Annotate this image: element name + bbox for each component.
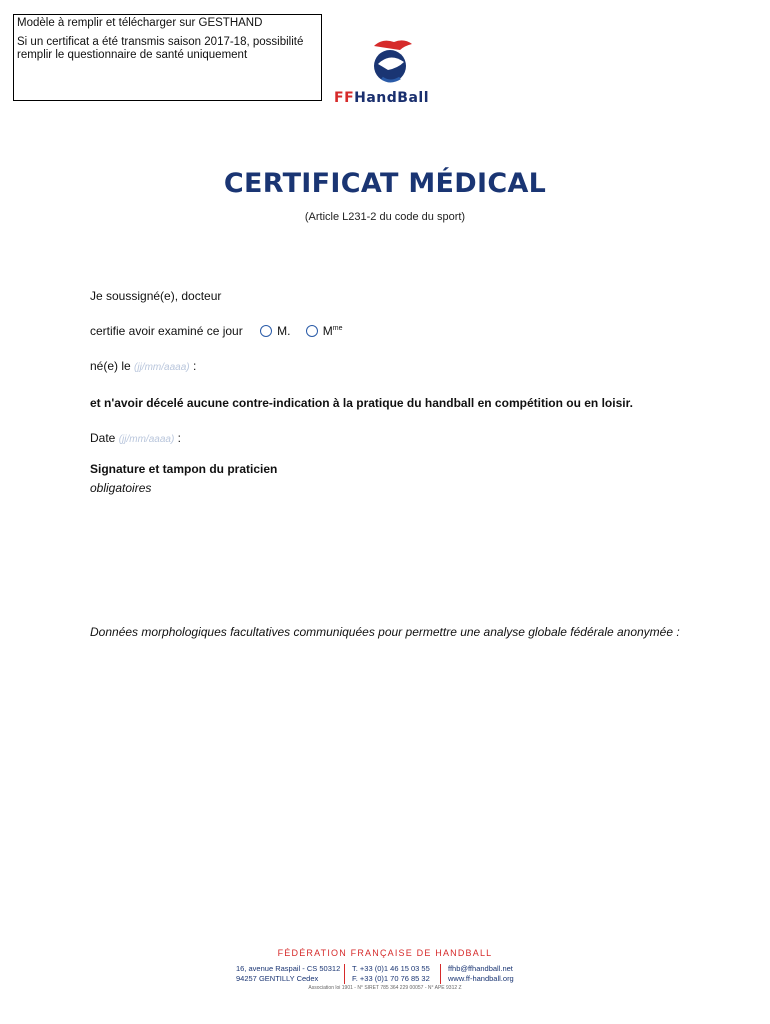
footer-tel: T. +33 (0)1 46 15 03 55 [352,964,430,973]
radio-mme-sup: me [332,325,343,332]
signature-note: obligatoires [90,481,152,495]
radio-m[interactable] [260,325,272,337]
logo-prefix: FF [334,90,355,106]
born-date-field[interactable]: (jj/mm/aaaa) [134,362,190,373]
notice-line-2: Si un certificat a été transmis saison 2017-18, possibilité remplir le questionnaire de santé uniquement [17,36,304,61]
date-label: Date [90,431,116,445]
certify-row [90,324,343,338]
notice-line-1: Modèle à remplir et télécharger sur GESTHAND [17,17,263,29]
page-title: CERTIFICAT MÉDICAL [223,168,547,199]
footer-address-1: 16, avenue Raspail - CS 50312 [236,964,341,973]
born-row [90,359,196,373]
date-colon: : [177,431,181,445]
certify-label: certifie avoir examiné ce jour [90,324,243,338]
logo-wordmark [334,90,429,106]
footer-fax: F. +33 (0)1 70 76 85 32 [352,974,430,983]
logo-word: HandBall [354,90,430,106]
footer-legal: Association loi 1901 - N° SIRET 785 364 229 00057 - N° APE 9312 Z [308,985,462,991]
footer-divider [440,964,441,984]
date-row [90,431,181,445]
signature-label: Signature et tampon du praticien [90,462,278,476]
morphology-note: Données morphologiques facultatives communiquées pour permettre une analyse globale fédérale anonymée : [90,625,680,639]
footer-address-2: 94257 GENTILLY Cedex [236,974,319,983]
radio-m-label: M. [277,324,291,338]
radio-mme[interactable] [306,325,318,337]
ffhb-logo [334,38,444,108]
footer-divider [344,964,345,984]
born-colon: : [192,359,197,373]
radio-mme-text: M [322,324,333,338]
footer-website[interactable]: www.ff-handball.org [448,974,514,983]
date-field[interactable]: (jj/mm/aaaa) [118,434,175,445]
page-subtitle: (Article L231-2 du code du sport) [304,211,466,223]
born-label: né(e) le [90,359,131,373]
doctor-line: Je soussigné(e), docteur [90,289,222,303]
footer-email[interactable]: ffhb@ffhandball.net [448,964,513,973]
no-contraindication-statement: et n'avoir décelé aucune contre-indication à la pratique du handball en compétition ou en loisir. [90,396,633,410]
notice-box [13,14,322,101]
footer-org-name: FÉDÉRATION FRANÇAISE DE HANDBALL [277,948,493,958]
radio-mme-label [323,324,343,338]
rooster-icon [364,38,424,88]
